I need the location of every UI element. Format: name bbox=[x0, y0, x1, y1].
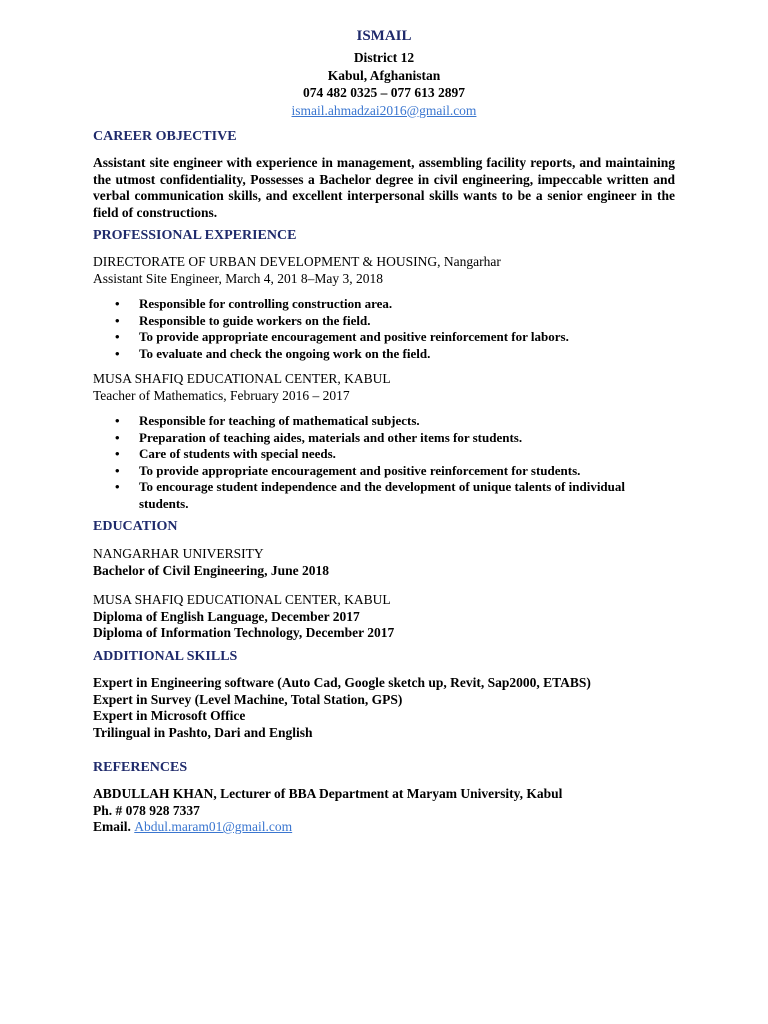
section-title-additional-skills: ADDITIONAL SKILLS bbox=[93, 649, 238, 664]
list-item: • Responsible to guide workers on the field. bbox=[115, 312, 371, 328]
skill-item: Expert in Microsoft Office bbox=[93, 708, 246, 723]
section-title-professional-experience: PROFESSIONAL EXPERIENCE bbox=[93, 228, 297, 243]
address-line-1: District 12 bbox=[353, 50, 415, 65]
skill-item: Expert in Survey (Level Machine, Total Station, GPS) bbox=[93, 691, 403, 707]
reference-email-label: Email. bbox=[93, 819, 131, 834]
bullet-icon: • bbox=[115, 312, 120, 328]
list-item: • Responsible for controlling construction area. bbox=[115, 296, 393, 311]
bullet-icon: • bbox=[115, 329, 120, 344]
section-title-education: EDUCATION bbox=[93, 519, 178, 534]
education-2-school: MUSA SHAFIQ EDUCATIONAL CENTER, KABUL bbox=[93, 592, 391, 607]
reference-email-link[interactable]: Abdul.maram01@gmail.com bbox=[134, 819, 293, 834]
bullet-icon: • bbox=[115, 462, 120, 478]
education-2-diploma-2: Diploma of Information Technology, December 2017 bbox=[93, 625, 395, 640]
list-item: • Care of students with special needs. bbox=[115, 446, 336, 461]
phone-numbers: 074 482 0325 – 077 613 2897 bbox=[303, 85, 465, 100]
section-title-career-objective: CAREER OBJECTIVE bbox=[93, 129, 237, 144]
reference-person: ABDULLAH KHAN, Lecturer of BBA Department at Maryam University, Kabul bbox=[93, 786, 563, 801]
job-2-duties bbox=[115, 413, 675, 512]
list-item: • To encourage student independence and the development of unique talents of individual students. bbox=[115, 479, 626, 511]
list-item: • To provide appropriate encouragement and positive reinforcement for labors. bbox=[115, 329, 569, 344]
education-entry-2 bbox=[93, 592, 675, 642]
email-link[interactable]: ismail.ahmadzai2016@gmail.com bbox=[291, 102, 477, 118]
bullet-icon: • bbox=[115, 446, 120, 461]
job-2-position: Teacher of Mathematics, February 2016 – 2017 bbox=[93, 387, 350, 403]
bullet-icon: • bbox=[115, 345, 120, 361]
education-entry-1 bbox=[93, 546, 675, 579]
skill-item: Expert in Engineering software (Auto Cad, Google sketch up, Revit, Sap2000, ETABS) bbox=[93, 675, 591, 690]
job-1-position: Assistant Site Engineer, March 4, 201 8–May 3, 2018 bbox=[93, 270, 384, 286]
resume-header bbox=[0, 26, 768, 119]
education-1-degree: Bachelor of Civil Engineering, June 2018 bbox=[93, 562, 330, 578]
list-item: • Responsible for teaching of mathematical subjects. bbox=[115, 413, 420, 428]
candidate-name: ISMAIL bbox=[356, 28, 412, 44]
job-1-header bbox=[93, 254, 675, 287]
bullet-icon: • bbox=[115, 479, 120, 494]
list-item: • To provide appropriate encouragement and positive reinforcement for students. bbox=[115, 462, 581, 478]
reference-phone: Ph. # 078 928 7337 bbox=[93, 802, 200, 818]
skills-list bbox=[93, 675, 675, 741]
section-title-references: REFERENCES bbox=[93, 760, 188, 775]
skill-item: Trilingual in Pashto, Dari and English bbox=[93, 724, 313, 740]
job-1-duties bbox=[115, 296, 675, 362]
education-2-diploma-1: Diploma of English Language, December 2017 bbox=[93, 608, 360, 624]
job-2-header bbox=[93, 371, 675, 404]
career-objective-text: Assistant site engineer with experience in management, assembling facility reports, and maintaining the utmost confidentiality, Possesses a Bachelor degree in civil engineering, impeccable written and verbal communication skills, and excellent interpersonal skills wants to be a senior engineer in the field of constructions. bbox=[93, 155, 675, 220]
reference-entry bbox=[93, 786, 675, 836]
bullet-icon: • bbox=[115, 296, 120, 311]
job-2-employer: MUSA SHAFIQ EDUCATIONAL CENTER, KABUL bbox=[93, 371, 391, 386]
list-item: • Preparation of teaching aides, materials and other items for students. bbox=[115, 429, 523, 445]
bullet-icon: • bbox=[115, 413, 120, 428]
list-item: • To evaluate and check the ongoing work on the field. bbox=[115, 345, 431, 361]
reference-email-line bbox=[93, 819, 675, 836]
education-1-school: NANGARHAR UNIVERSITY bbox=[93, 546, 264, 561]
job-1-employer: DIRECTORATE OF URBAN DEVELOPMENT & HOUSING, Nangarhar bbox=[93, 254, 501, 269]
bullet-icon: • bbox=[115, 429, 120, 445]
address-line-2: Kabul, Afghanistan bbox=[327, 67, 441, 83]
